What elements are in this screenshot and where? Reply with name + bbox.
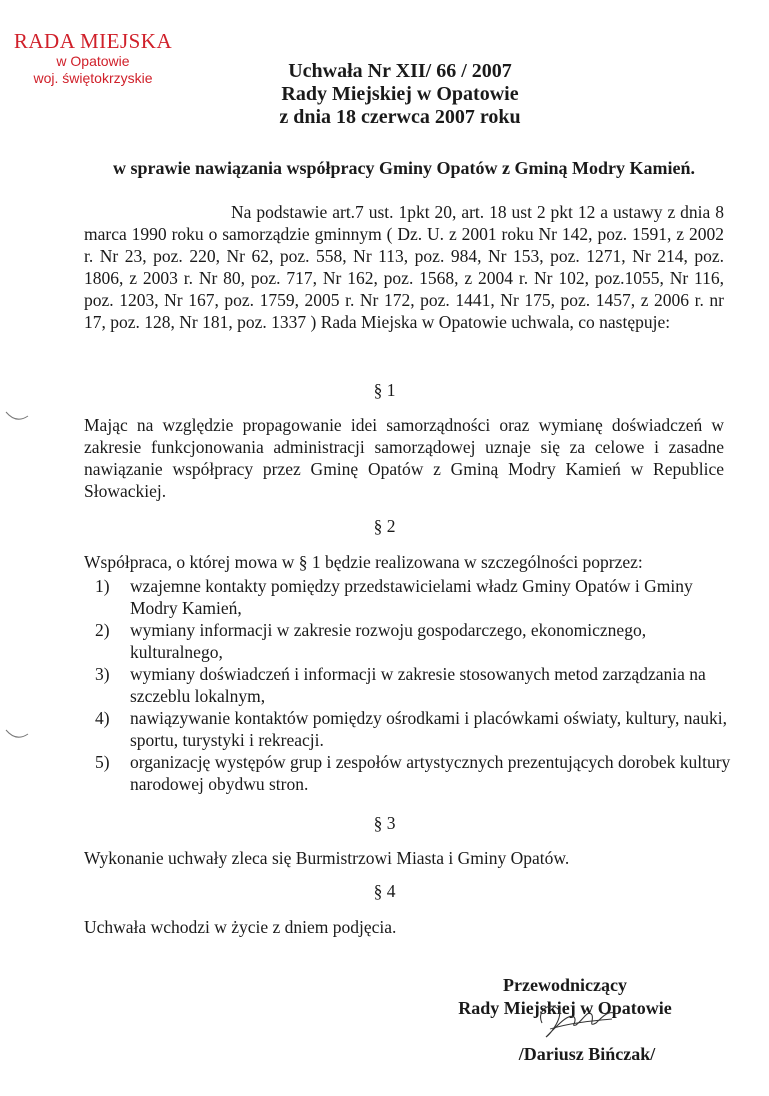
list-item xyxy=(95,619,735,663)
official-stamp xyxy=(8,30,178,87)
section-3-text: Wykonanie uchwały zleca się Burmistrzowi Miasta i Gminy Opatów. xyxy=(84,848,570,868)
list-item-text: wzajemne kontakty pomiędzy przedstawicielami władz Gminy Opatów i Gminy Modry Kamień, xyxy=(130,576,693,618)
cooperation-list xyxy=(95,575,735,795)
resolution-subject: w sprawie nawiązania współpracy Gminy Opatów z Gminą Modry Kamień. xyxy=(112,158,695,178)
signature-title-1: Przewodniczący xyxy=(503,975,627,995)
stamp-line-1: w Opatowie xyxy=(56,53,130,69)
list-item-text: nawiązywanie kontaktów pomiędzy ośrodkami i placówkami oświaty, kultury, nauki, sportu, turystyki i rekreacji. xyxy=(130,708,727,750)
list-item-number: 3) xyxy=(95,664,110,684)
header-line-2: Rady Miejskiej w Opatowie xyxy=(281,83,519,105)
section-4-heading: § 4 xyxy=(373,881,396,901)
section-4-text: Uchwała wchodzi w życie z dniem podjęcia. xyxy=(84,917,397,937)
list-item xyxy=(95,663,735,707)
list-item-number: 4) xyxy=(95,708,110,728)
list-item xyxy=(95,707,735,751)
legal-basis-paragraph: Na podstawie art.7 ust. 1pkt 20, art. 18 ust 2 pkt 12 a ustawy z dnia 8 marca 1990 roku o samorządzie gminnym ( Dz. U. z 2001 roku Nr 142, poz. 1591, z 2002 r. Nr 23, poz. 220, Nr 62, poz. 558, Nr 113, poz. 984, Nr 153, poz. 1271, Nr 214, poz. 1806, z 2003 r. Nr 80, poz. 717, Nr 162, poz. 1568, z 2004 r. Nr 102, poz.1055, Nr 116, poz. 1203, Nr 167, poz. 1759, 2005 r. Nr 172, poz. 1441, Nr 175, poz. 1457, z 2006 r. nr 17, poz. 128, Nr 181, poz. 1337 ) Rada Miejska w Opatowie uchwala, co następuje: xyxy=(84,202,724,332)
section-2-lead: Współpraca, o której mowa w § 1 będzie realizowana w szczególności poprzez: xyxy=(84,552,643,572)
list-item-number: 1) xyxy=(95,576,110,596)
handwritten-signature xyxy=(530,993,620,1043)
resolution-header xyxy=(200,60,600,129)
list-item-text: organizację występów grup i zespołów artystycznych prezentujących dorobek kultury narodowej obydwu stron. xyxy=(130,752,731,794)
section-3-heading: § 3 xyxy=(373,813,396,833)
signature-name: /Dariusz Bińczak/ xyxy=(518,1044,656,1064)
list-item-text: wymiany informacji w zakresie rozwoju gospodarczego, ekonomicznego, kulturalnego, xyxy=(130,620,647,662)
section-2-heading: § 2 xyxy=(373,516,396,536)
header-line-3: z dnia 18 czerwca 2007 roku xyxy=(279,106,521,128)
punch-hole-mark xyxy=(4,410,30,424)
list-item-number: 5) xyxy=(95,752,110,772)
punch-hole-mark xyxy=(4,728,30,742)
header-line-1: Uchwała Nr XII/ 66 / 2007 xyxy=(288,60,512,82)
stamp-title: RADA MIEJSKA xyxy=(13,29,173,53)
list-item xyxy=(95,575,735,619)
list-item xyxy=(95,751,735,795)
list-item-text: wymiany doświadczeń i informacji w zakresie stosowanych metod zarządzania na szczeblu lokalnym, xyxy=(130,664,706,706)
signature-title-2: Rady Miejskiej w Opatowie xyxy=(458,998,672,1018)
stamp-line-2: woj. świętokrzyskie xyxy=(33,70,153,86)
section-1-text: Mając na względzie propagowanie idei samorządności oraz wymianę doświadczeń w zakresie funkcjonowania administracji samorządowej uznaje się za celowe i zasadne nawiązanie współpracy przez Gminę Opatów z Gminą Modry Kamień w Republice Słowackiej. xyxy=(84,415,724,501)
list-item-number: 2) xyxy=(95,620,110,640)
section-1-heading: § 1 xyxy=(373,380,396,400)
